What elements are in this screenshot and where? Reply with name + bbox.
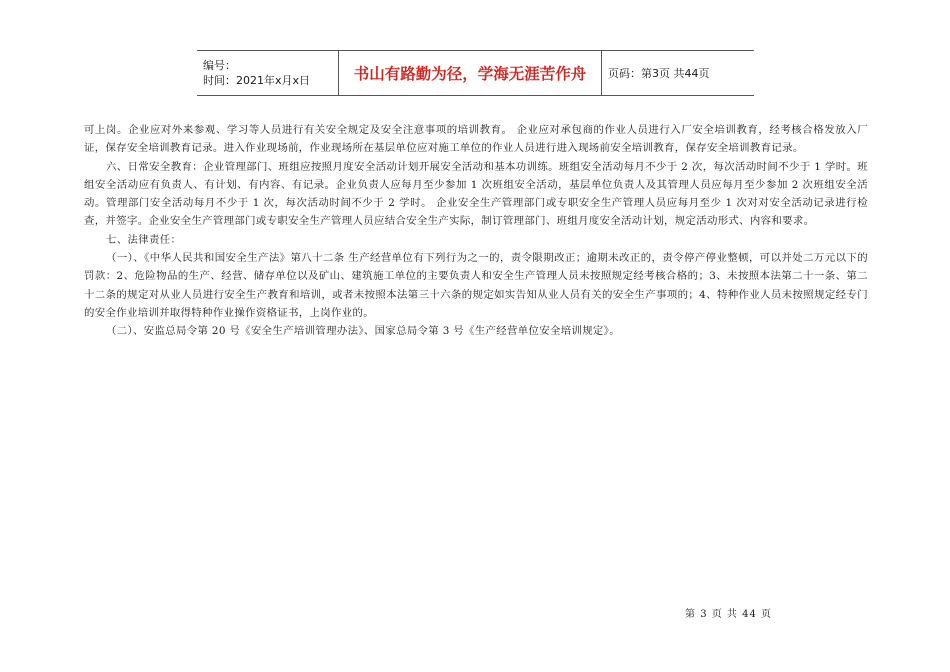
header-meta (197, 51, 339, 95)
header-motto: 书山有路勤为径，学海无涯苦作舟 (353, 65, 587, 83)
paragraph-training-records: 可上岗。企业应对外来参观、学习等人员进行有关安全规定及安全注意事项的培训教育。 企业应对承包商的作业人员进行入厂安全培训教育，经考核合格发放入厂证，保存安全培训教育记录。进入作业现场前，作业现场所在基层单位应对施工单位的作业人员进行进入现场前安全培训教育，保存安全培训教育记录。 (84, 124, 868, 155)
document-date-label: 时间：2021年x月x日 (203, 74, 311, 87)
page-footer: 第 3 页 共 44 页 (685, 609, 772, 620)
header-page-cell (602, 51, 754, 95)
page-header (197, 50, 754, 96)
paragraph-daily-safety-education: 六、日常安全教育：企业管理部门、班组应按照月度安全活动计划开展安全活动和基本功训练。班组安全活动每月不少于 2 次，每次活动时间不少于 1 学时。班组安全活动应有负责人、有计划、有内容、有记录。企业负责人应每月至少参加 1 次班组安全活动，基层单位负责人及其管理人员应每月至少参加 2 次班组安全活动。管理部门安全活动每月不少于 1 次，每次活动时间不少于 2 学时。 企业安全生产管理部门或专职安全生产管理人员应每月至少 1 次对对安全活动记录进行检查，并签字。企业安全生产管理部门或专职安全生产管理人员应结合安全生产实际，制订管理部门、班组月度安全活动计划，规定活动形式、内容和要求。 (84, 160, 868, 228)
document-body (84, 121, 868, 341)
header-page-number: 页码：第3页 共44页 (608, 67, 710, 80)
header-motto-cell (339, 51, 602, 95)
paragraph-safety-production-law: （一）、《中华人民共和国安全生产法》第八十二条 生产经营单位有下列行为之一的，责令限期改正；逾期未改正的，责令停产停业整顿，可以并处二万元以下的罚款：2、危险物品的生产、经营、储存单位以及矿山、建筑施工单位的主要负责人和安全生产管理人员未按照规定经考核合格的；3、未按照本法第二十一条、第二十二条的规定对从业人员进行安全生产教育和培训，或者未按照本法第三十六条的规定如实告知从业人员有关的安全生产事项的；4、特种作业人员未按照规定经专门的安全作业培训并取得特种作业操作资格证书，上岗作业的。 (84, 252, 868, 319)
paragraph-training-regulations: （二）、安监总局令第 20 号《安全生产培训管理办法》、国家总局令第 3 号《生产经营单位安全培训规定》。 (106, 325, 620, 338)
document-number-label: 编号： (203, 59, 236, 72)
paragraph-legal-liability-heading: 七、法律责任： (106, 233, 182, 246)
